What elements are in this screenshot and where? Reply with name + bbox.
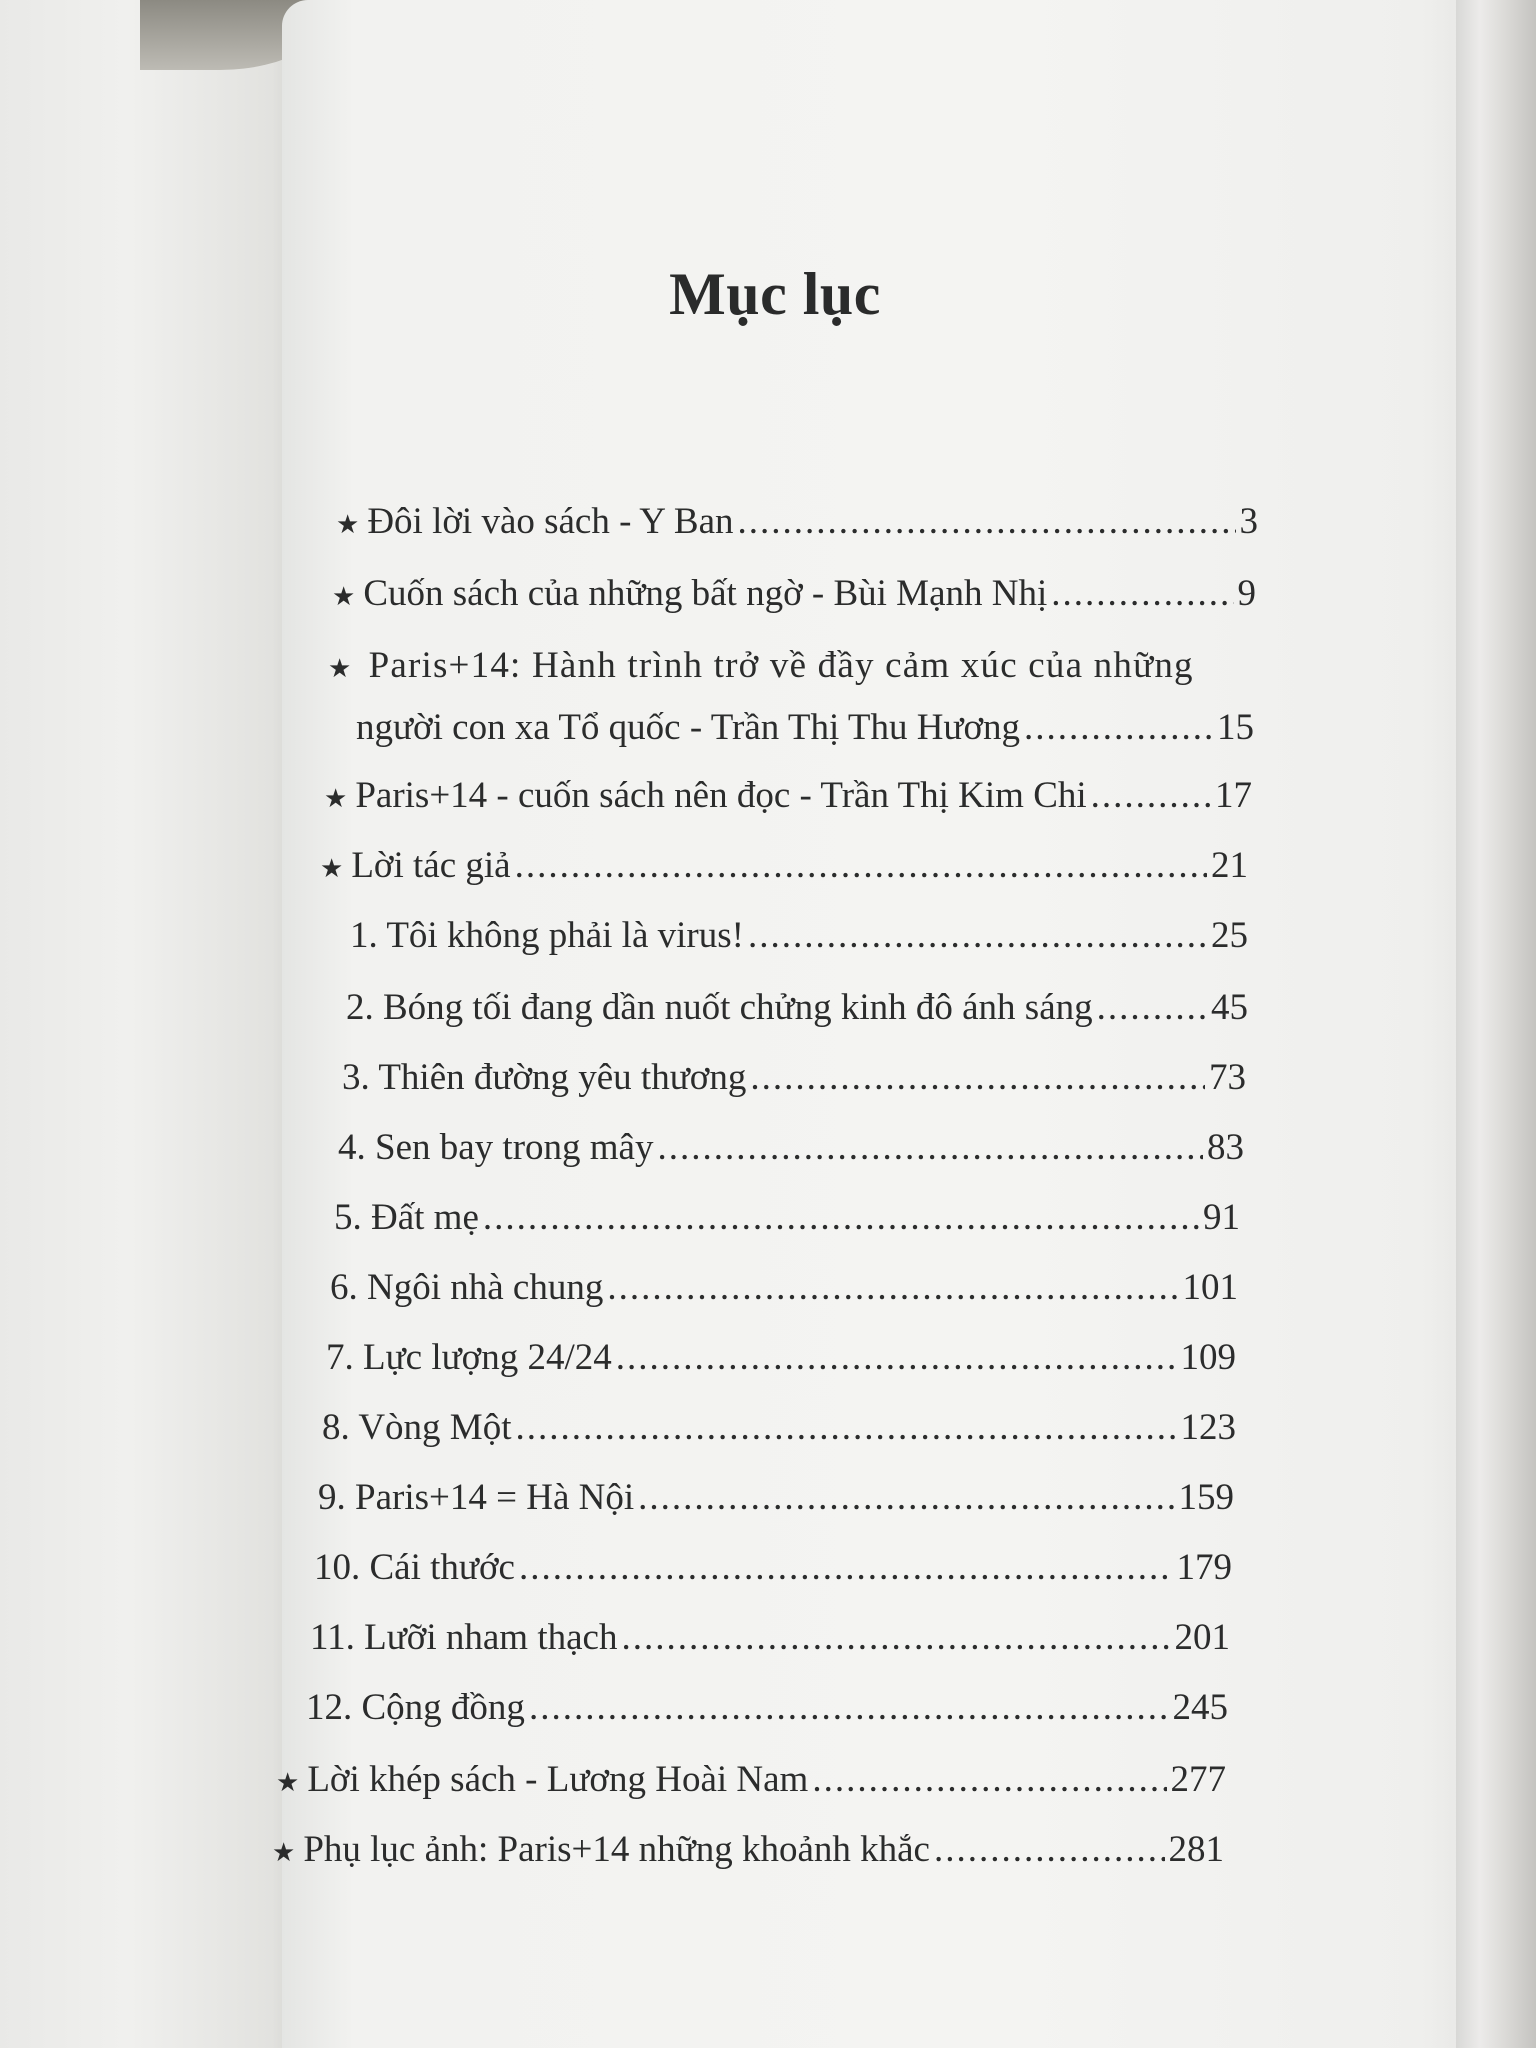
toc-entry (350, 912, 1248, 960)
toc-entry (324, 772, 1252, 823)
page-title: Mục lục (669, 261, 881, 327)
star-icon: ★ (320, 854, 344, 883)
leader-dots (483, 1194, 1199, 1242)
leader-dots (1051, 570, 1233, 618)
toc-entry-page: 109 (1180, 1337, 1236, 1378)
star-icon: ★ (332, 582, 356, 611)
toc-entry-label: Phụ lục ảnh: Paris+14 những khoảnh khắc (303, 1829, 930, 1870)
toc-entry-page: 21 (1211, 845, 1248, 886)
leader-dots (519, 1544, 1173, 1592)
toc-entry (332, 570, 1256, 621)
toc-entry (342, 1054, 1246, 1102)
toc-entry-label: 11. Lưỡi nham thạch (310, 1617, 618, 1658)
leader-dots (934, 1826, 1165, 1874)
leader-dots (657, 1124, 1203, 1172)
toc-entry-label: 4. Sen bay trong mây (338, 1127, 654, 1168)
toc-entry (334, 1194, 1240, 1242)
toc-entry (306, 1684, 1228, 1732)
leader-dots (607, 1264, 1178, 1312)
toc-entry (310, 1614, 1230, 1662)
toc-entry-label: 8. Vòng Một (322, 1407, 512, 1448)
leader-dots (1097, 984, 1207, 1032)
toc-entry-page: 73 (1209, 1057, 1246, 1098)
toc-entry-page: 83 (1207, 1127, 1244, 1168)
toc-entry-page: 45 (1211, 987, 1248, 1028)
toc-entry-label: 12. Cộng đồng (306, 1687, 525, 1728)
toc-entry-label-line1: ★ Paris+14: Hành trình trở về đầy cảm xúc của những (328, 645, 1194, 686)
star-icon: ★ (324, 784, 348, 813)
leader-dots (1091, 772, 1211, 820)
leader-dots (529, 1684, 1169, 1732)
toc-entry-page: 159 (1178, 1477, 1234, 1518)
star-icon: ★ (328, 654, 352, 683)
leader-dots (515, 842, 1207, 890)
toc-entry (314, 1544, 1232, 1592)
toc-entry-page: 179 (1176, 1547, 1232, 1588)
toc-entry-label: Cuốn sách của những bất ngờ - Bùi Mạnh Nhị (363, 573, 1048, 614)
toc-entry-label: Lời tác giả (351, 845, 511, 886)
toc-entry-label: người con xa Tổ quốc - Trần Thị Thu Hương (356, 707, 1021, 748)
toc-entry-label: 2. Bóng tối đang dần nuốt chửng kinh đô ánh sáng (346, 987, 1093, 1028)
leader-dots (812, 1756, 1166, 1804)
toc-entry-label: 1. Tôi không phải là virus! (350, 915, 744, 956)
toc-entry (322, 1404, 1236, 1452)
leader-dots (621, 1614, 1170, 1662)
toc-entry-page: 281 (1168, 1829, 1224, 1870)
toc-entry-label: Paris+14 - cuốn sách nên đọc - Trần Thị Kim Chi (355, 775, 1087, 816)
toc-entry-label: 6. Ngôi nhà chung (330, 1267, 604, 1308)
toc-entry-label: 7. Lực lượng 24/24 (326, 1337, 612, 1378)
leader-dots (515, 1404, 1176, 1452)
star-icon: ★ (272, 1838, 296, 1867)
toc-entry-page: 123 (1180, 1407, 1236, 1448)
toc-entry-page: 9 (1237, 573, 1256, 614)
toc-entry (330, 1264, 1238, 1312)
leader-dots (638, 1474, 1174, 1522)
toc-entry (356, 704, 1254, 752)
toc-entry-page: 245 (1172, 1687, 1228, 1728)
toc-entry-label: 10. Cái thước (314, 1547, 515, 1588)
leader-dots (750, 1054, 1205, 1102)
leader-dots (748, 912, 1207, 960)
leader-dots (738, 498, 1236, 546)
toc-entry-label: Lời khép sách - Lương Hoài Nam (307, 1759, 809, 1800)
toc-entry-label: 5. Đất mẹ (334, 1197, 479, 1238)
leader-dots (1024, 704, 1213, 752)
toc-entry (272, 1826, 1224, 1877)
toc-entry-label: Đôi lời vào sách - Y Ban (367, 501, 734, 542)
star-icon: ★ (276, 1768, 300, 1797)
toc-entry (318, 1474, 1234, 1522)
toc-entry-page: 15 (1217, 707, 1254, 748)
toc-entry (346, 984, 1248, 1032)
toc-entry (336, 498, 1258, 549)
toc-entry (276, 1756, 1226, 1807)
toc-entry-page: 3 (1239, 501, 1258, 542)
toc-entry-page: 201 (1174, 1617, 1230, 1658)
toc-entry (320, 842, 1248, 893)
toc-entry-label: 9. Paris+14 = Hà Nội (318, 1477, 635, 1518)
leader-dots (616, 1334, 1177, 1382)
toc-entry-page: 25 (1211, 915, 1248, 956)
toc-entry (326, 1334, 1236, 1382)
toc-entry-page: 91 (1203, 1197, 1240, 1238)
toc-entry-page: 277 (1170, 1759, 1226, 1800)
star-icon: ★ (336, 510, 360, 539)
toc-entry (338, 1124, 1244, 1172)
toc-entry-label: 3. Thiên đường yêu thương (342, 1057, 747, 1098)
toc-entry-page: 17 (1215, 775, 1252, 816)
toc-entry-page: 101 (1182, 1267, 1238, 1308)
